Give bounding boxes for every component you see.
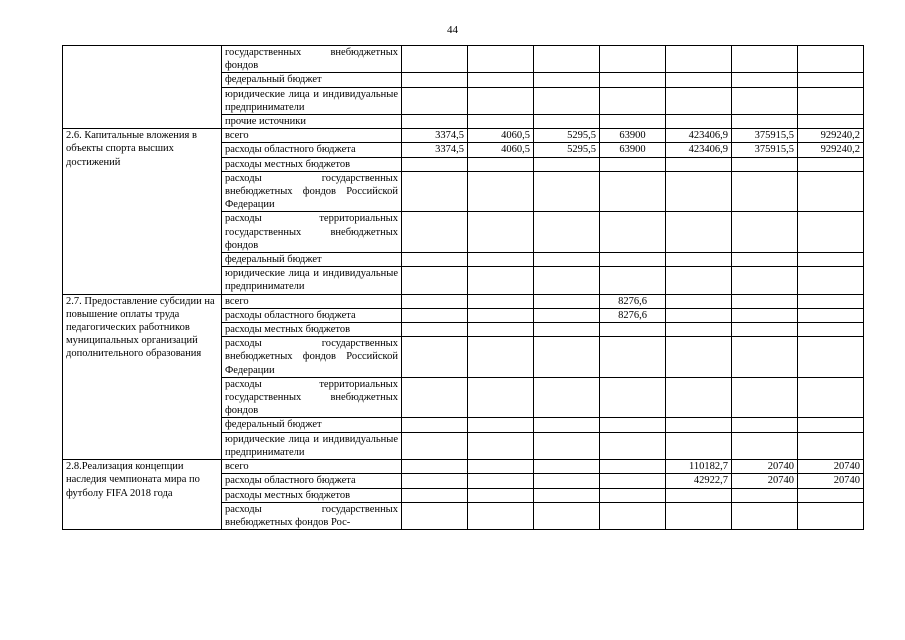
funding-source-cell: расходы государственных внебюджетных фондов Российской Федерации (222, 337, 402, 378)
funding-source-cell: всего (222, 460, 402, 474)
value-cell (798, 115, 864, 129)
value-cell (402, 377, 468, 418)
value-cell (402, 267, 468, 294)
value-cell (798, 212, 864, 253)
value-cell (402, 460, 468, 474)
value-cell (534, 253, 600, 267)
value-cell (468, 73, 534, 87)
value-cell (666, 253, 732, 267)
value-cell (534, 46, 600, 73)
value-cell (600, 267, 666, 294)
value-cell (732, 502, 798, 529)
value-cell (732, 294, 798, 308)
funding-source-cell: всего (222, 129, 402, 143)
value-cell (798, 87, 864, 114)
value-cell (534, 474, 600, 488)
value-cell (600, 157, 666, 171)
value-cell (402, 171, 468, 212)
value-cell (666, 115, 732, 129)
value-cell (534, 73, 600, 87)
value-cell (534, 157, 600, 171)
value-cell (534, 460, 600, 474)
value-cell (798, 171, 864, 212)
value-cell (732, 323, 798, 337)
value-cell: 20740 (798, 474, 864, 488)
value-cell (468, 418, 534, 432)
value-cell (732, 488, 798, 502)
value-cell (534, 418, 600, 432)
value-cell (732, 432, 798, 459)
value-cell (468, 323, 534, 337)
value-cell (666, 294, 732, 308)
value-cell (732, 115, 798, 129)
value-cell (468, 267, 534, 294)
value-cell (468, 46, 534, 73)
value-cell (534, 212, 600, 253)
value-cell: 929240,2 (798, 143, 864, 157)
program-name-cell: 2.8.Реализация концепции наследия чемпионата мира по футболу FIFA 2018 года (63, 460, 222, 530)
value-cell (402, 253, 468, 267)
value-cell (798, 377, 864, 418)
value-cell (798, 253, 864, 267)
funding-source-cell: всего (222, 294, 402, 308)
value-cell (666, 171, 732, 212)
value-cell (798, 502, 864, 529)
funding-source-cell: государственных внебюджетных фондов (222, 46, 402, 73)
value-cell (402, 46, 468, 73)
value-cell (732, 212, 798, 253)
funding-source-cell: расходы областного бюджета (222, 308, 402, 322)
value-cell (666, 418, 732, 432)
value-cell (798, 157, 864, 171)
value-cell (600, 337, 666, 378)
value-cell (732, 253, 798, 267)
value-cell (402, 212, 468, 253)
value-cell (402, 488, 468, 502)
value-cell (600, 115, 666, 129)
value-cell (666, 323, 732, 337)
value-cell (600, 253, 666, 267)
value-cell: 8276,6 (600, 308, 666, 322)
funding-source-cell: расходы областного бюджета (222, 143, 402, 157)
value-cell (666, 73, 732, 87)
funding-source-cell: федеральный бюджет (222, 73, 402, 87)
value-cell (468, 253, 534, 267)
value-cell (534, 294, 600, 308)
value-cell (666, 488, 732, 502)
value-cell: 8276,6 (600, 294, 666, 308)
program-name-cell: 2.7. Предоставление субсидии на повышение оплаты труда педагогических работников муниципальных организаций дополнительного образования (63, 294, 222, 459)
value-cell (534, 488, 600, 502)
value-cell (534, 267, 600, 294)
value-cell: 20740 (798, 460, 864, 474)
value-cell (468, 308, 534, 322)
value-cell (600, 418, 666, 432)
value-cell (468, 474, 534, 488)
value-cell (600, 377, 666, 418)
value-cell (732, 157, 798, 171)
value-cell (402, 87, 468, 114)
value-cell (468, 115, 534, 129)
funding-source-cell: прочие источники (222, 115, 402, 129)
value-cell (468, 212, 534, 253)
value-cell (402, 308, 468, 322)
value-cell: 423406,9 (666, 129, 732, 143)
table-row (63, 46, 864, 73)
value-cell (600, 212, 666, 253)
value-cell (798, 418, 864, 432)
value-cell (402, 115, 468, 129)
value-cell (666, 157, 732, 171)
value-cell: 375915,5 (732, 129, 798, 143)
value-cell (534, 171, 600, 212)
funding-source-cell: расходы местных бюджетов (222, 488, 402, 502)
funding-source-cell: федеральный бюджет (222, 253, 402, 267)
value-cell: 20740 (732, 460, 798, 474)
value-cell (534, 337, 600, 378)
value-cell (402, 418, 468, 432)
value-cell: 63900 (600, 129, 666, 143)
value-cell (468, 294, 534, 308)
value-cell (468, 460, 534, 474)
funding-source-cell: расходы областного бюджета (222, 474, 402, 488)
funding-source-cell: расходы местных бюджетов (222, 323, 402, 337)
value-cell (534, 308, 600, 322)
value-cell (798, 46, 864, 73)
value-cell (600, 171, 666, 212)
funding-source-cell: расходы территориальных государственных внебюджетных фондов (222, 212, 402, 253)
value-cell (600, 474, 666, 488)
value-cell (600, 87, 666, 114)
value-cell (468, 488, 534, 502)
value-cell (402, 502, 468, 529)
value-cell (798, 294, 864, 308)
funding-source-cell: расходы государственных внебюджетных фондов Рос- (222, 502, 402, 529)
value-cell (666, 377, 732, 418)
funding-source-cell: федеральный бюджет (222, 418, 402, 432)
value-cell (666, 432, 732, 459)
value-cell: 375915,5 (732, 143, 798, 157)
value-cell: 3374,5 (402, 143, 468, 157)
value-cell (600, 432, 666, 459)
budget-table (62, 45, 864, 530)
value-cell (402, 323, 468, 337)
value-cell (534, 323, 600, 337)
funding-source-cell: юридические лица и индивидуальные предприниматели (222, 432, 402, 459)
value-cell (732, 337, 798, 378)
funding-source-cell: юридические лица и индивидуальные предприниматели (222, 267, 402, 294)
value-cell (534, 87, 600, 114)
value-cell (402, 474, 468, 488)
value-cell (798, 337, 864, 378)
value-cell: 5295,5 (534, 143, 600, 157)
value-cell (732, 418, 798, 432)
funding-source-cell: расходы территориальных государственных внебюджетных фондов (222, 377, 402, 418)
value-cell (600, 323, 666, 337)
value-cell (600, 460, 666, 474)
value-cell (666, 337, 732, 378)
value-cell (468, 171, 534, 212)
value-cell (732, 267, 798, 294)
value-cell (732, 46, 798, 73)
value-cell: 63900 (600, 143, 666, 157)
value-cell (798, 73, 864, 87)
value-cell (468, 502, 534, 529)
funding-source-cell: расходы государственных внебюджетных фондов Российской Федерации (222, 171, 402, 212)
value-cell (798, 432, 864, 459)
value-cell (468, 432, 534, 459)
value-cell: 110182,7 (666, 460, 732, 474)
table-row (63, 294, 864, 308)
value-cell (732, 87, 798, 114)
value-cell (600, 488, 666, 502)
value-cell (534, 377, 600, 418)
value-cell (666, 502, 732, 529)
value-cell (534, 502, 600, 529)
table-row (63, 129, 864, 143)
value-cell (402, 294, 468, 308)
page-number: 44 (447, 24, 458, 36)
program-name-cell: 2.6. Капитальные вложения в объекты спорта высших достижений (63, 129, 222, 294)
value-cell: 423406,9 (666, 143, 732, 157)
value-cell (402, 73, 468, 87)
value-cell: 42922,7 (666, 474, 732, 488)
value-cell: 20740 (732, 474, 798, 488)
value-cell (534, 115, 600, 129)
funding-source-cell: расходы местных бюджетов (222, 157, 402, 171)
table-row (63, 460, 864, 474)
program-name-cell (63, 46, 222, 129)
value-cell (402, 432, 468, 459)
value-cell (600, 502, 666, 529)
value-cell: 4060,5 (468, 143, 534, 157)
value-cell (666, 46, 732, 73)
value-cell (798, 488, 864, 502)
value-cell (600, 73, 666, 87)
value-cell (666, 267, 732, 294)
value-cell (468, 337, 534, 378)
value-cell (468, 157, 534, 171)
value-cell (732, 171, 798, 212)
funding-source-cell: юридические лица и индивидуальные предприниматели (222, 87, 402, 114)
value-cell (534, 432, 600, 459)
value-cell (798, 323, 864, 337)
value-cell (732, 308, 798, 322)
value-cell (402, 157, 468, 171)
value-cell (798, 308, 864, 322)
value-cell (468, 377, 534, 418)
value-cell (732, 73, 798, 87)
value-cell (666, 308, 732, 322)
value-cell (732, 377, 798, 418)
value-cell (666, 212, 732, 253)
value-cell (468, 87, 534, 114)
value-cell: 929240,2 (798, 129, 864, 143)
value-cell (666, 87, 732, 114)
value-cell: 3374,5 (402, 129, 468, 143)
value-cell (798, 267, 864, 294)
value-cell (600, 46, 666, 73)
value-cell (402, 337, 468, 378)
value-cell: 5295,5 (534, 129, 600, 143)
value-cell: 4060,5 (468, 129, 534, 143)
